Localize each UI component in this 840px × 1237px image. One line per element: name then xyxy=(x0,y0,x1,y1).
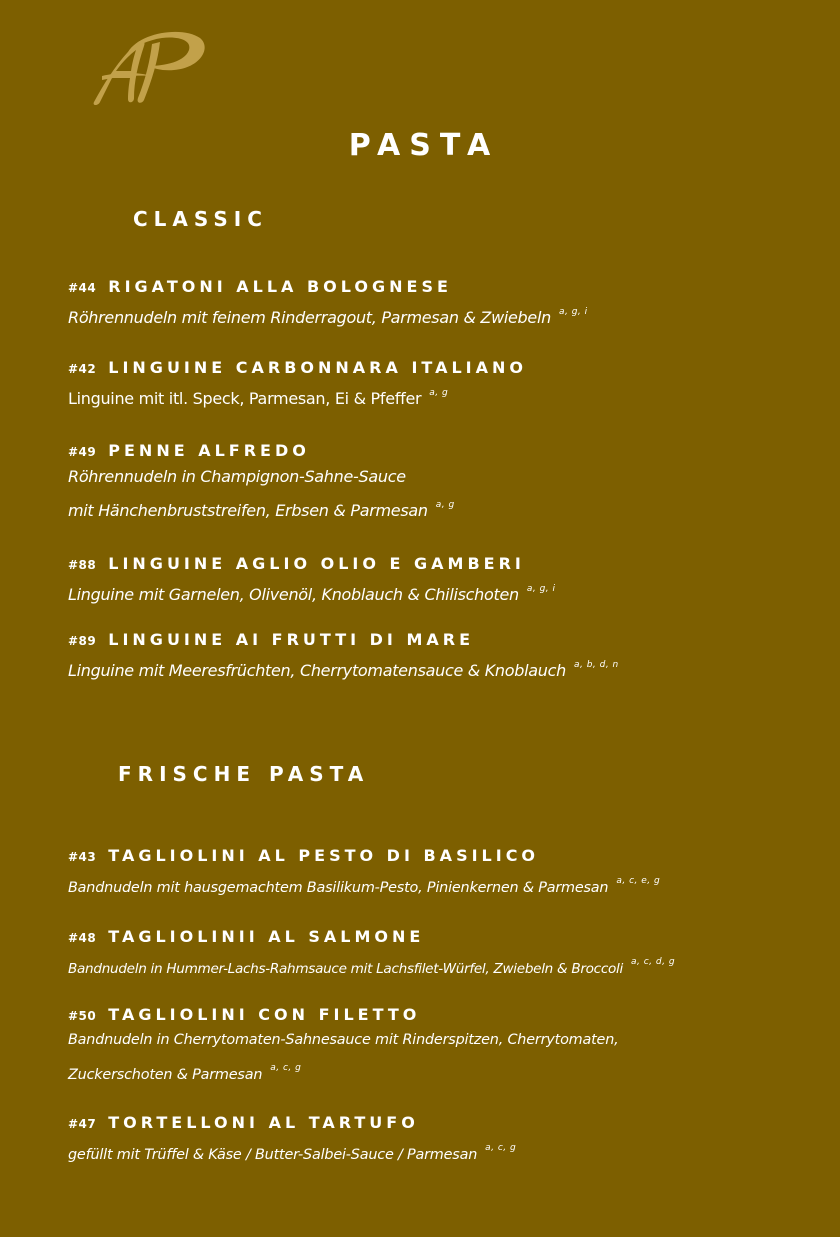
item-name: TAGLIOLINII AL SALMONE xyxy=(108,927,425,946)
menu-item xyxy=(68,1113,828,1169)
description-line: Röhrennudeln mit feinem Rinderragout, Parmesan & Zwiebeln xyxy=(68,308,551,327)
item-number: #88 xyxy=(68,558,97,572)
allergen-codes: a, g, i xyxy=(526,584,556,594)
item-name: TAGLIOLINI AL PESTO DI BASILICO xyxy=(108,846,540,865)
description-line: Linguine mit Garnelen, Olivenöl, Knoblauch & Chilischoten xyxy=(68,585,519,604)
item-description xyxy=(68,651,828,685)
item-number: #89 xyxy=(68,634,97,648)
allergen-codes: a, b, d, n xyxy=(573,660,619,670)
item-name: TORTELLONI AL TARTUFO xyxy=(108,1113,419,1132)
item-description xyxy=(68,298,828,332)
item-number: #49 xyxy=(68,445,97,459)
allergen-codes: a, c, g xyxy=(485,1143,517,1153)
menu-item xyxy=(68,554,828,609)
item-name: LINGUINE AGLIO OLIO E GAMBERI xyxy=(108,554,525,573)
item-name: LINGUINE CARBONNARA ITALIANO xyxy=(108,358,527,377)
menu-item xyxy=(68,277,828,332)
menu-item xyxy=(68,358,828,413)
item-description xyxy=(68,1134,828,1169)
description-line: gefüllt mit Trüffel & Käse / Butter-Salbei-Sauce / Parmesan xyxy=(68,1147,478,1163)
item-number: #50 xyxy=(68,1009,97,1023)
description-line: Linguine mit itl. Speck, Parmesan, Ei & Pfeffer xyxy=(68,389,422,408)
item-name: LINGUINE AI FRUTTI DI MARE xyxy=(108,630,474,649)
allergen-codes: a, c, e, g xyxy=(616,876,661,886)
item-description xyxy=(68,1026,828,1089)
menu-item xyxy=(68,927,828,983)
item-name: PENNE ALFREDO xyxy=(108,441,310,460)
page-title: PASTA xyxy=(348,128,500,163)
item-number: #48 xyxy=(68,931,97,945)
ap-monogram-logo-icon xyxy=(88,22,212,108)
allergen-codes: a, g, i xyxy=(558,307,588,317)
description-line: Bandnudeln in Hummer-Lachs-Rahmsauce mit Lachsfilet-Würfel, Zwiebeln & Broccoli xyxy=(68,961,623,977)
allergen-codes: a, g xyxy=(429,388,449,398)
description-line: Zuckerschoten & Parmesan xyxy=(68,1067,263,1083)
description-line: Röhrennudeln in Champignon-Sahne-Sauce xyxy=(68,467,406,486)
description-line: Bandnudeln in Cherrytomaten-Sahnesauce mit Rinderspitzen, Cherrytomaten, xyxy=(68,1032,619,1048)
menu-item xyxy=(68,630,828,685)
description-line: Bandnudeln mit hausgemachtem Basilikum-Pesto, Pinienkernen & Parmesan xyxy=(68,880,609,896)
allergen-codes: a, g xyxy=(435,500,455,510)
item-number: #43 xyxy=(68,850,97,864)
item-number: #47 xyxy=(68,1117,97,1131)
item-number: #42 xyxy=(68,362,97,376)
item-name: RIGATONI ALLA BOLOGNESE xyxy=(108,277,452,296)
section-title-frische-pasta: FRISCHE PASTA xyxy=(118,762,370,786)
item-name: TAGLIOLINI CON FILETTO xyxy=(108,1005,421,1024)
menu-item xyxy=(68,846,828,902)
allergen-codes: a, c, g xyxy=(270,1063,302,1073)
item-description xyxy=(68,379,828,413)
item-description xyxy=(68,462,828,525)
item-number: #44 xyxy=(68,281,97,295)
allergen-codes: a, c, d, g xyxy=(631,957,676,967)
description-line: Linguine mit Meeresfrüchten, Cherrytomatensauce & Knoblauch xyxy=(68,661,566,680)
section-title-classic: CLASSIC xyxy=(133,207,268,231)
item-description xyxy=(68,948,828,983)
menu-item xyxy=(68,1005,828,1089)
item-description xyxy=(68,867,828,902)
description-line: mit Hänchenbruststreifen, Erbsen & Parmesan xyxy=(68,501,428,520)
menu-item xyxy=(68,441,828,525)
item-description xyxy=(68,575,828,609)
